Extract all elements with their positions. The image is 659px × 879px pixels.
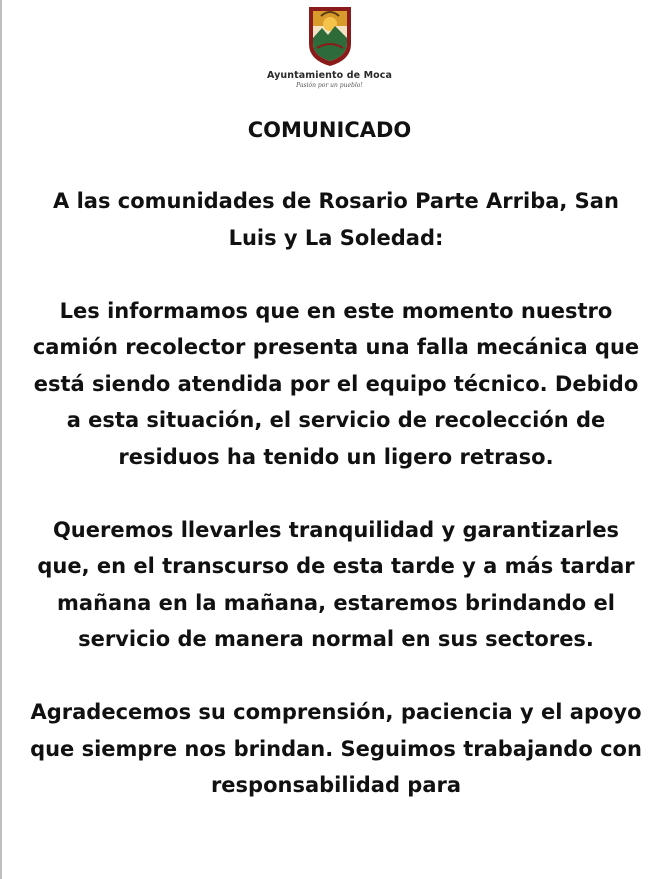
municipal-shield-logo-icon xyxy=(306,4,354,68)
notice-paragraph: Les informamos que en este momento nuestro camión recolector presenta una falla mecánica que está siendo atendida por el equipo técnico. Debido a esta situación, el servicio de recolección de residuos ha tenido un ligero retraso. xyxy=(32,298,640,469)
reassurance-paragraph: Queremos llevarles tranquilidad y garantizarles que, en el transcurso de esta tarde y a más tardar mañana en la mañana, estaremos brindando el servicio de manera normal en sus sectores. xyxy=(37,517,635,651)
logo-title: Ayuntamiento de Moca xyxy=(267,70,392,81)
greeting-paragraph: A las comunidades de Rosario Parte Arriba, San Luis y La Soledad: xyxy=(53,189,619,250)
thanks-paragraph: Agradecemos su comprensión, paciencia y el apoyo que siempre nos brindan. Seguimos trabajando con responsabilidad para xyxy=(30,700,642,797)
page-title: COMUNICADO xyxy=(247,118,412,142)
logo-slogan: Pasión por un pueblo! xyxy=(296,82,363,89)
municipal-logo xyxy=(0,4,659,89)
announcement-body xyxy=(30,183,642,840)
